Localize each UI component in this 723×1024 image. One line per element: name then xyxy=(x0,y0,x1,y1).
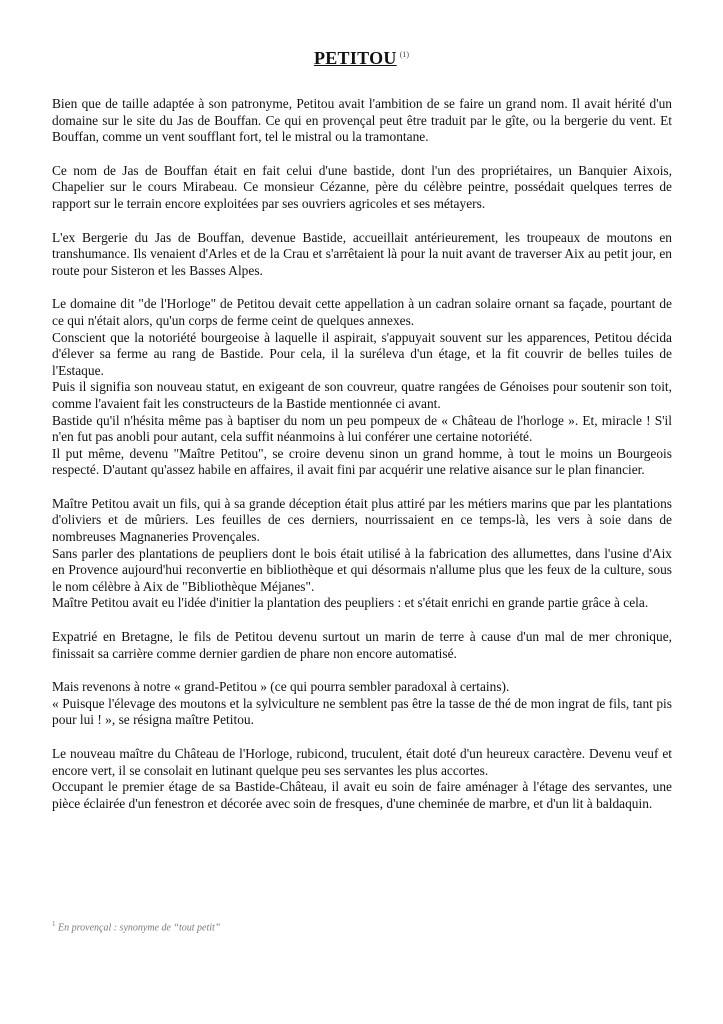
paragraph: « Puisque l'élevage des moutons et la sylviculture ne semblent pas être la tasse de thé de mon ingrat de fils, tant pis pour lui ! », se résigna maître Petitou. xyxy=(52,695,672,728)
document-body xyxy=(52,96,672,812)
paragraph: Il put même, devenu "Maître Petitou", se croire devenu sinon un grand homme, à tout le moins un Bourgeois respecté. D'autant qu'assez habile en affaires, il avait fini par acquérir une relative aisance sur le plan financier. xyxy=(52,445,672,478)
footnote-marker: 1 xyxy=(52,920,56,928)
paragraph: Ce nom de Jas de Bouffan était en fait celui d'une bastide, dont l'un des propriétaires, un Banquier Aixois, Chapelier sur le cours Mirabeau. Ce monsieur Cézanne, père du célèbre peintre, possédait quelques terres de rapport sur le terrain encore exploitées par ses ouvriers agricoles et ses métayers. xyxy=(52,162,672,211)
title-footnote-marker: (1) xyxy=(399,50,410,59)
paragraph: Expatrié en Bretagne, le fils de Petitou devenu surtout un marin de terre à cause d'un mal de mer chronique, finissait sa carrière comme dernier gardien de phare non encore automatisé. xyxy=(52,629,672,661)
paragraph: Bien que de taille adaptée à son patronyme, Petitou avait l'ambition de se faire un grand nom. Il avait hérité d'un domaine sur le site du Jas de Bouffan. Ce qui en provençal peut être traduit par le gîte, ou la bergerie du vent. Et Bouffan, comme un vent soufflant fort, tel le mistral ou la tramontane. xyxy=(52,96,672,145)
paragraph: Occupant le premier étage de sa Bastide-Château, il avait eu soin de faire aménager à l'étage des servantes, une pièce éclairée d'un fenestron et décorée avec soin de fresques, d'une cheminée de marbre, et d'un lit à baldaquin. xyxy=(52,779,672,811)
paragraph: Maître Petitou avait un fils, qui à sa grande déception était plus attiré par les métiers marins que par les plantations d'oliviers et de mûriers. Les feuilles de ces derniers, nourrissaient en ce temps-là, les vers à soie dans de nombreuses Magnaneries Provençales. xyxy=(52,495,672,545)
paragraph: Puis il signifia son nouveau statut, en exigeant de son couvreur, quatre rangées de Génoises pour soutenir son toit, comme l'avaient fait les constructeurs de la Bastide mentionnée ci avant. xyxy=(52,379,672,411)
paragraph: Maître Petitou avait eu l'idée d'initier la plantation des peupliers : et s'était enrichi en grande partie grâce à cela. xyxy=(52,595,649,611)
paragraph: L'ex Bergerie du Jas de Bouffan, devenue Bastide, accueillait antérieurement, les troupeaux de moutons en transhumance. Ils venaient d'Arles et de la Crau et s'arrêtaient là pour la nuit avant de traverser Aix au petit jour, en route pour Sisteron et les Basses Alpes. xyxy=(52,229,672,278)
footnote-text: En provençal : synonyme de “tout petit” xyxy=(58,922,221,934)
paragraph: Le domaine dit "de l'Horloge" de Petitou devait cette appellation à un cadran solaire ornant sa façade, pourtant de ce qui n'était alors, qu'un corps de ferme ceint de quelques annexes. xyxy=(52,296,672,328)
paragraph: Bastide qu'il n'hésita même pas à baptiser du nom un peu pompeux de « Château de l'horloge ». Et, miracle ! S'il n'en fut pas anobli pour autant, cela suffit néanmoins à lui conférer une certaine notoriété. xyxy=(52,412,672,445)
title-text: PETITOU xyxy=(313,48,397,68)
paragraph: Mais revenons à notre « grand-Petitou » (ce qui pourra sembler paradoxal à certains). xyxy=(52,679,510,695)
paragraph: Le nouveau maître du Château de l'Horloge, rubicond, truculent, était doté d'un heureux caractère. Devenu veuf et encore vert, il se consolait en lutinant quelque peu ses servantes les plus accortes. xyxy=(52,746,672,778)
paragraph: Conscient que la notoriété bourgeoise à laquelle il aspirait, s'appuyait souvent sur les apparences, Petitou décida d'élever sa ferme au rang de Bastide. Pour cela, il la suréleva d'un étage, et la fit couvrir de belles tuiles de l'Estaque. xyxy=(52,329,672,378)
paragraph: Sans parler des plantations de peupliers dont le bois était utilisé à la fabrication des allumettes, dans l'usine d'Aix en Provence aujourd'hui reconvertie en bibliothèque et qui désormais n'allume plus que les feux de la culture, sous le nom célèbre à Aix de "Bibliothèque Méjanes". xyxy=(52,545,672,594)
page-title xyxy=(0,48,723,69)
footnote xyxy=(52,920,220,933)
